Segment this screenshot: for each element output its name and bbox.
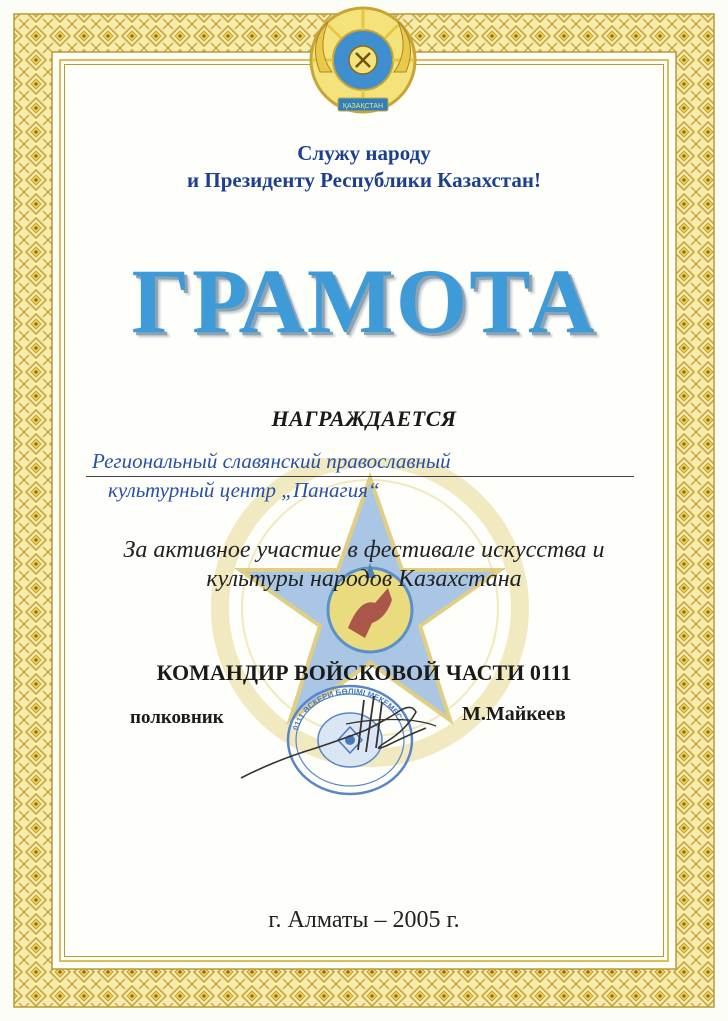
motto-line-2: и Президенту Республики Казахстан! [187,168,541,192]
certificate-title: ГРАМОТА [131,250,597,352]
signatory-rank: полковник [130,707,224,728]
recipient-line-2: культурный центр „Панагия“ [108,478,380,502]
motto-line-1: Служу народу [297,141,431,165]
awarded-label: НАГРАЖДАЕТСЯ [271,406,457,431]
commander-title: КОМАНДИР ВОЙСКОВОЙ ЧАСТИ 0111 [156,660,572,685]
state-emblem-icon [298,2,428,124]
signature-icon [236,690,446,790]
seal-text: 0111 ӘСКЕРИ БӨЛІМІ МЕКЕМЕСІ [291,686,406,732]
emblem-ribbon-text: ҚАЗАҚСТАН [342,103,384,110]
reason-line-2: культуры народов Казахстана [206,566,522,592]
recipient-underline [86,476,634,477]
place-and-date: г. Алматы – 2005 г. [268,907,460,933]
reason-line-1: За активное участие в фестивале искусства и [123,537,605,563]
signatory-name: М.Майкеев [462,703,566,725]
recipient-line-1: Региональный славянский православный [92,449,451,473]
